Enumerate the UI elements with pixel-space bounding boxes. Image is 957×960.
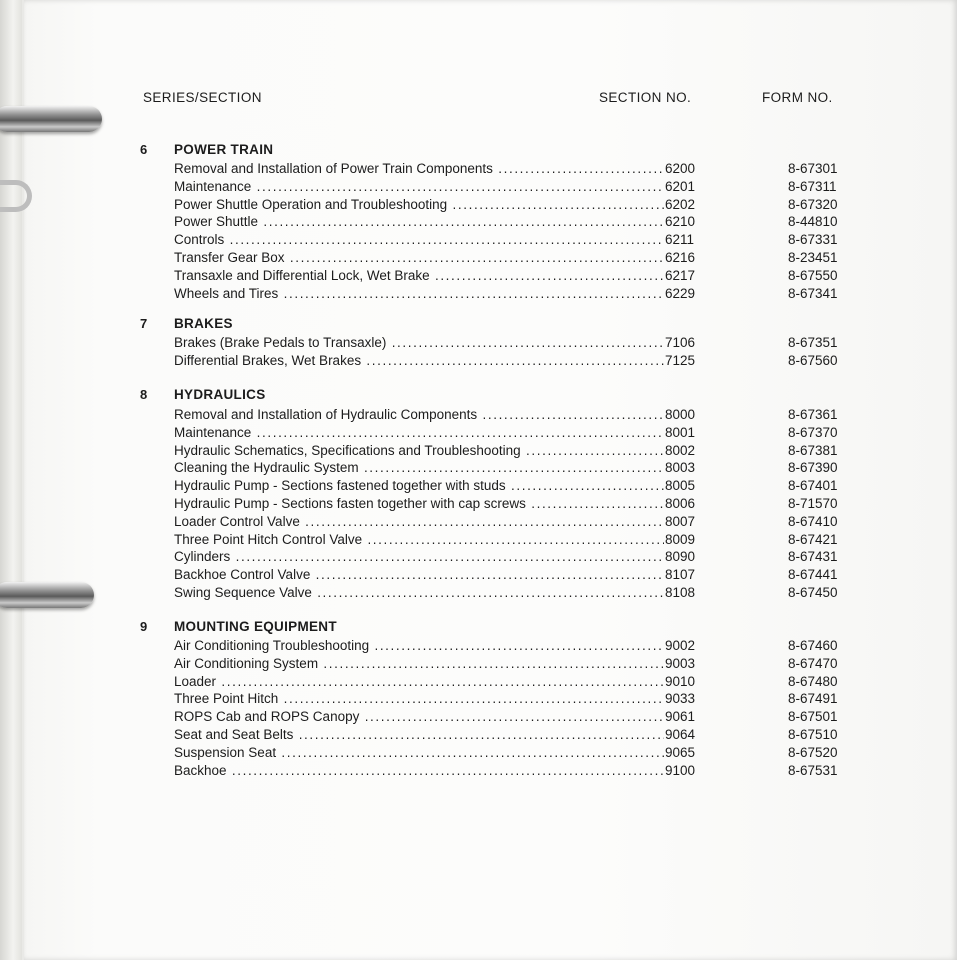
section-number: 8003: [665, 460, 696, 476]
form-number: 8-67431: [788, 549, 838, 565]
form-number: 8-67520: [788, 744, 838, 760]
toc-row: [0, 214, 957, 232]
group-title: HYDRAULICS: [174, 387, 266, 402]
toc-row: [0, 514, 957, 532]
form-number: 8-67550: [788, 267, 838, 283]
form-number: 8-67450: [788, 585, 838, 600]
section-number: 8107: [665, 567, 696, 583]
section-number: 8005: [665, 478, 696, 494]
entry-title: ROPS Cab and ROPS Canopy .....: [174, 709, 664, 724]
entry-title: Transaxle and Differential Lock, Wet Brake .....: [174, 268, 664, 283]
section-number: 6201: [665, 178, 696, 194]
form-number: 8-44810: [788, 214, 838, 230]
group-number: 8: [140, 387, 148, 402]
toc-row: [0, 709, 957, 727]
group-number: 7: [140, 316, 148, 331]
group-number: 6: [140, 142, 148, 157]
form-number: 8-23451: [788, 250, 838, 265]
section-number: 8006: [665, 496, 696, 511]
form-number: 8-67510: [788, 727, 838, 742]
form-number: 8-67491: [788, 691, 838, 707]
toc-row: [0, 268, 957, 286]
entry-title: Hydraulic Pump - Sections fasten together with cap screws .....: [174, 496, 664, 511]
toc-row: [0, 232, 957, 250]
section-number: 6211: [665, 232, 695, 248]
toc-row: [0, 763, 957, 781]
toc-row: [0, 549, 957, 567]
entry-title: Three Point Hitch .....: [174, 691, 664, 706]
toc-row: [0, 425, 957, 443]
form-number: 8-67370: [788, 424, 838, 440]
section-number: 8002: [665, 442, 696, 458]
toc-row: [0, 585, 957, 603]
toc-row: [0, 179, 957, 197]
group-title: BRAKES: [174, 316, 233, 331]
toc-row: [0, 745, 957, 763]
section-number: 8000: [665, 407, 696, 422]
form-number: 8-67351: [788, 335, 838, 350]
entry-title: Transfer Gear Box .....: [174, 250, 664, 265]
form-number: 8-67460: [788, 638, 838, 653]
section-number: 9100: [665, 762, 696, 778]
entry-title: Three Point Hitch Control Valve .....: [174, 532, 664, 547]
section-number: 8009: [665, 531, 696, 547]
section-number: 9061: [665, 709, 696, 725]
entry-title: Hydraulic Pump - Sections fastened together with studs .....: [174, 478, 664, 493]
form-number: 8-67301: [788, 161, 838, 176]
entry-title: Air Conditioning Troubleshooting .....: [174, 638, 664, 653]
section-number: 8001: [665, 424, 696, 440]
form-number: 8-67401: [788, 478, 838, 494]
entry-title: Power Shuttle .....: [174, 214, 664, 229]
form-number: 8-67410: [788, 513, 838, 529]
group-title: MOUNTING EQUIPMENT: [174, 619, 337, 634]
entry-title: Removal and Installation of Hydraulic Components .....: [174, 407, 664, 422]
toc-row: [0, 727, 957, 745]
section-number: 8007: [665, 513, 696, 529]
toc-row: [0, 197, 957, 215]
section-number: 6229: [665, 285, 696, 301]
entry-title: Removal and Installation of Power Train Components .....: [174, 161, 664, 176]
form-number: 8-67320: [788, 196, 838, 212]
toc-row: [0, 674, 957, 692]
group-title: POWER TRAIN: [174, 142, 274, 157]
toc-row: [0, 250, 957, 268]
section-number: 7125: [665, 352, 696, 368]
entry-title: Hydraulic Schematics, Specifications and Troubleshooting .....: [174, 443, 664, 458]
toc-row: [0, 407, 957, 425]
form-number: 8-67381: [788, 442, 838, 458]
toc-row: [0, 478, 957, 496]
section-number: 9064: [665, 727, 696, 742]
form-no-header: FORM NO.: [762, 90, 833, 105]
form-number: 8-67341: [788, 285, 838, 301]
form-number: 8-67531: [788, 762, 838, 778]
section-number: 9003: [665, 655, 696, 671]
entry-title: Cylinders .....: [174, 549, 664, 564]
binder-ring-top: [0, 106, 102, 132]
series-section-header: SERIES/SECTION: [143, 90, 262, 105]
entry-title: Differential Brakes, Wet Brakes .....: [174, 353, 664, 368]
section-number: 6217: [665, 267, 696, 283]
entry-title: Power Shuttle Operation and Troubleshooting .....: [174, 197, 664, 212]
section-number: 7106: [665, 335, 696, 350]
section-number: 9065: [665, 744, 696, 760]
form-number: 8-67390: [788, 460, 838, 476]
toc-row: [0, 161, 957, 179]
entry-title: Loader Control Valve .....: [174, 514, 664, 529]
entry-title: Backhoe Control Valve .....: [174, 567, 664, 582]
toc-row: [0, 335, 957, 353]
form-number: 8-67560: [788, 352, 838, 368]
form-number: 8-67501: [788, 709, 838, 725]
entry-title: Maintenance .....: [174, 425, 664, 440]
entry-title: Air Conditioning System .....: [174, 656, 664, 671]
section-number: 6216: [665, 250, 696, 265]
toc-row: [0, 656, 957, 674]
form-number: 8-67480: [788, 673, 838, 689]
form-number: 8-67331: [788, 232, 838, 248]
form-number: 8-71570: [788, 496, 838, 511]
section-number: 8090: [665, 549, 696, 565]
entry-title: Loader .....: [174, 674, 664, 689]
group-number: 9: [140, 619, 148, 634]
form-number: 8-67311: [788, 178, 837, 194]
toc-row: [0, 496, 957, 514]
entry-title: Wheels and Tires .....: [174, 286, 664, 301]
entry-title: Swing Sequence Valve .....: [174, 585, 664, 600]
form-number: 8-67470: [788, 655, 838, 671]
section-number: 6202: [665, 196, 696, 212]
toc-row: [0, 443, 957, 461]
entry-title: Maintenance .....: [174, 179, 664, 194]
entry-title: Controls .....: [174, 232, 664, 247]
toc-row: [0, 286, 957, 304]
entry-title: Backhoe .....: [174, 763, 664, 778]
section-number: 6210: [665, 214, 696, 230]
form-number: 8-67441: [788, 567, 838, 583]
toc-row: [0, 691, 957, 709]
toc-row: [0, 532, 957, 550]
section-number: 8108: [665, 585, 696, 600]
toc-row: [0, 567, 957, 585]
entry-title: Suspension Seat .....: [174, 745, 664, 760]
form-number: 8-67421: [788, 531, 838, 547]
section-number: 9002: [665, 638, 696, 653]
section-no-header: SECTION NO.: [599, 90, 692, 105]
toc-row: [0, 460, 957, 478]
section-number: 9010: [665, 673, 696, 689]
entry-title: Cleaning the Hydraulic System .....: [174, 460, 664, 475]
entry-title: Brakes (Brake Pedals to Transaxle) .....: [174, 335, 664, 350]
section-number: 6200: [665, 161, 696, 176]
toc-row: [0, 638, 957, 656]
toc-row: [0, 353, 957, 371]
section-number: 9033: [665, 691, 696, 707]
form-number: 8-67361: [788, 407, 838, 422]
entry-title: Seat and Seat Belts .....: [174, 727, 664, 742]
